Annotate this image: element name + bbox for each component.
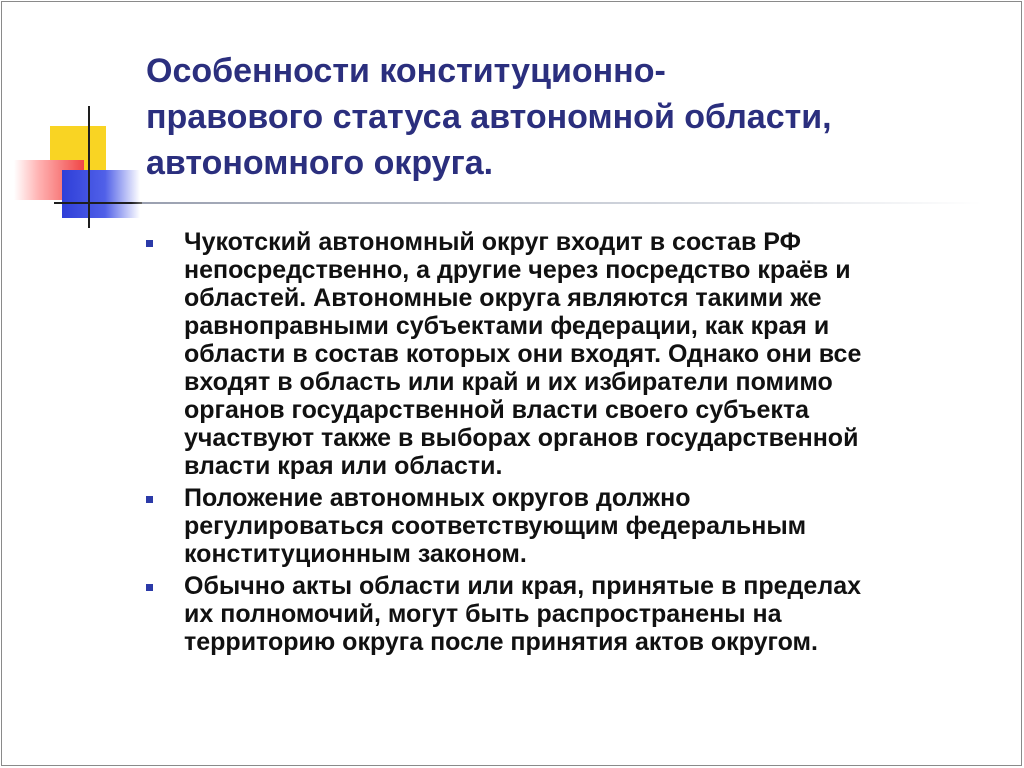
- bullet-text-line: регулироваться соответствующим федеральным: [184, 512, 807, 540]
- bullet-text-line: непосредственно, а другие через посредство краёв и: [184, 256, 851, 284]
- bullet-text-line: Положение автономных округов должно: [184, 484, 691, 512]
- bullet-list: [146, 228, 1006, 660]
- bullet-text-line: органов государственной власти своего субъекта: [184, 396, 810, 424]
- slide-title: [146, 48, 1006, 186]
- bullet-text-line: территорию округа после принятия актов округом.: [184, 628, 818, 656]
- bullet-text-line: Обычно акты области или края, принятые в пределах: [184, 572, 862, 600]
- bullet-text-line: конституционным законом.: [184, 540, 527, 568]
- bullet-text-line: власти края или области.: [184, 452, 503, 480]
- square-bullet-icon: [146, 240, 153, 247]
- title-line: автономного округа.: [146, 144, 494, 182]
- square-bullet-icon: [146, 496, 153, 503]
- bullet-text-line: областей. Автономные округа являются такими же: [184, 284, 822, 312]
- square-bullet-icon: [146, 584, 153, 591]
- bullet-text-line: области в состав которых они входят. Однако они все: [184, 340, 862, 368]
- blue-block: [62, 170, 140, 218]
- slide: [1, 1, 1022, 766]
- vertical-line: [88, 106, 90, 228]
- title-line: правового статуса автономной области,: [146, 98, 832, 136]
- title-line: Особенности конституционно-: [146, 52, 666, 90]
- bullet-text-line: участвуют также в выборах органов государственной: [184, 424, 859, 452]
- bullet-text-line: их полномочий, могут быть распространены на: [184, 600, 782, 628]
- bullet-text-line: равноправными субъектами федерации, как края и: [184, 312, 830, 340]
- decorative-color-blocks: [2, 2, 162, 242]
- bullet-item-regulation: [146, 484, 1006, 568]
- bullet-text-line: Чукотский автономный округ входит в состав РФ: [184, 228, 801, 256]
- bullet-text-line: входят в область или край и их избиратели помимо: [184, 368, 833, 396]
- title-divider: [142, 202, 982, 204]
- bullet-item-chukotka: [146, 228, 1006, 480]
- bullet-item-acts: [146, 572, 1006, 656]
